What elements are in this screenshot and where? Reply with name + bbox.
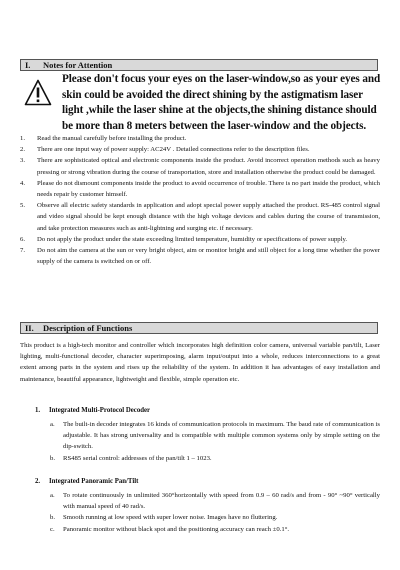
- subheading-decoder: 1. Integrated Multi-Protocol Decoder: [35, 407, 151, 414]
- section-title: Description of Functions: [43, 323, 133, 333]
- list-item: 1. Read the manual carefully before installing the product.: [20, 135, 187, 142]
- list-item: a. To rotate continuously in unlimited 360°horizontally with speed from 0.9 – 60 rad/s and from - 90° ~90° vertically with manual speed of 40 rad/s.: [50, 492, 380, 511]
- pan-tilt-list: [50, 490, 380, 535]
- section-title: Notes for Attention: [43, 60, 113, 70]
- list-item: 2. There are one input way of power supply: AC24V . Detailed connections refer to the description files.: [20, 146, 310, 154]
- laser-warning-text: Please don't focus your eyes on the laser-window,so as your eyes and skin could be avoided the direct shining by the astigmatism laser light ,while the laser shine at the objects,the shining distance should be more than 8 meters between the laser-window and the objects.: [62, 73, 381, 132]
- list-item: b. Smooth running at low speed with super lower noise. Images have no fluttering.: [50, 514, 278, 522]
- list-item: c. Panoramic monitor without black spot and the positioning accuracy can reach ±0.1°.: [50, 525, 290, 533]
- section-number: I.: [25, 60, 31, 70]
- list-item: 3. There are sophisticated optical and electronic components inside the product. Avoid incorrect operation methods such as heavy pressing or strong vibration during the course of transportation, store and installation otherwise the product could be damaged.: [20, 157, 380, 176]
- functions-intro: This product is a high-tech monitor and controller which incorporates high definition color camera, universal variable pan/tilt, Laser lighting, multi-functional decoder, character superimposing, alarm input/output into a whole, reduces interconnections to a great extent among parts in the system and rises up the reliability of the system. In addition it has advantages of easy installation and maintenance, beautiful appearance, lightweight and flexible, simple operation etc.: [20, 342, 380, 383]
- list-item: 6. Do not apply the product under the state exceeding limited temperature, humidity or specifications of power supply.: [20, 235, 348, 243]
- list-item: 5. Observe all electric safety standards in application and adopt special power supply attached the product. RS-485 control signal and video signal should be kept enough distance with the high voltage devices and cables during the course of transmission, and take protection measures such as anti-lightning and surging etc. if necessary.: [20, 202, 380, 232]
- notes-list: [20, 133, 380, 267]
- list-item: 4. Please do not dismount components inside the product to avoid occurrence of trouble. There is no part inside the product, which needs repair by customer himself.: [20, 179, 380, 199]
- warning-triangle-icon: [24, 79, 52, 106]
- list-item: b. RS485 serial control: addresses of the pan/tilt 1 – 1023.: [50, 454, 212, 462]
- subheading-pan-tilt: 2. Integrated Panoramic Pan/Tilt: [35, 478, 139, 485]
- decoder-list: [50, 419, 380, 464]
- section-header-notes: [20, 59, 378, 71]
- section-number: II.: [25, 323, 34, 333]
- section-header-functions: [20, 322, 378, 334]
- list-item: a. The built-in decoder integrates 16 kinds of communication protocols in maximum. The baud rate of communication is adjustable. It has strong universality and is compatible with multiple common systems only by simple setting on the dip-switch.: [50, 421, 380, 451]
- list-item: 7. Do not aim the camera at the sun or very bright object, aim or monitor bright and still object for a long time whether the power supply of the camera is switched on or off.: [20, 247, 380, 266]
